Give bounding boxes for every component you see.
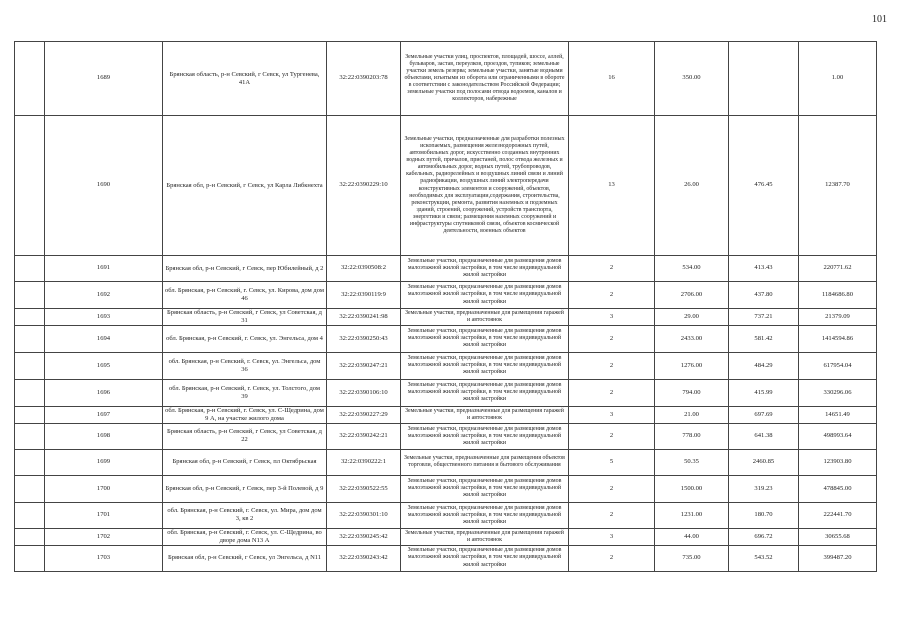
specific-cadastral-value: 484.29 <box>729 352 799 379</box>
plot-address: Брянская область, р-н Севский, г Севск, ул Тургенева, 41А <box>163 42 327 116</box>
plot-area: 350.00 <box>655 42 729 116</box>
use-group: 2 <box>569 475 655 502</box>
table-row <box>15 449 877 475</box>
row-number: 1691 <box>45 256 163 282</box>
specific-cadastral-value: 581.42 <box>729 325 799 352</box>
cadastral-value: 123903.80 <box>799 449 877 475</box>
row-number: 1689 <box>45 42 163 116</box>
cadastral-value: 1414594.86 <box>799 325 877 352</box>
cadastral-value: 30655.68 <box>799 528 877 545</box>
plot-address: Брянская область, р-н Севский, г Севск, ул Советская, д 31 <box>163 309 327 326</box>
table-row <box>15 475 877 502</box>
specific-cadastral-value: 737.21 <box>729 309 799 326</box>
land-use-type: Земельные участки, предназначенные для размещения домов малоэтажной жилой застройки, в том числе индивидуальной жилой застройки <box>401 545 569 571</box>
land-use-type: Земельные участки, предназначенные для размещения домов малоэтажной жилой застройки, в том числе индивидуальной жилой застройки <box>401 502 569 528</box>
land-use-type: Земельные участки улиц, проспектов, площадей, шоссе, аллей, бульваров, застав, переулков, проездов, тупиков; земельные участки земель резерва; земельные участки, занятые водными объектами, изъятыми из оборота или ограниченными в обороте в соответствии с законодательством Российской Федерации; земельные участки под полосами отвода водоемов, каналов и коллекторов, набережные <box>401 42 569 116</box>
use-group: 2 <box>569 545 655 571</box>
cadastral-value: 330296.06 <box>799 379 877 406</box>
specific-cadastral-value <box>729 42 799 116</box>
blank-cell <box>15 116 45 256</box>
plot-area: 794.00 <box>655 379 729 406</box>
plot-address: обл. Брянская, р-н Севский, г. Севск, ул. Кирова, дом дом 46 <box>163 282 327 309</box>
use-group: 2 <box>569 282 655 309</box>
use-group: 16 <box>569 42 655 116</box>
use-group: 2 <box>569 502 655 528</box>
row-number: 1692 <box>45 282 163 309</box>
table-row <box>15 502 877 528</box>
land-use-type: Земельные участки, предназначенные для размещения домов малоэтажной жилой застройки, в том числе индивидуальной жилой застройки <box>401 325 569 352</box>
blank-cell <box>15 545 45 571</box>
plot-address: Брянская обл, р-н Севский, г Севск, пер 3-й Полевой, д 9 <box>163 475 327 502</box>
table-row <box>15 282 877 309</box>
cadastral-value: 478845.00 <box>799 475 877 502</box>
plot-area: 735.00 <box>655 545 729 571</box>
cadastral-number: 32:22:0390229:10 <box>327 116 401 256</box>
cadastral-value: 498993.64 <box>799 423 877 449</box>
cadastral-number: 32:22:0390242:21 <box>327 423 401 449</box>
use-group: 3 <box>569 309 655 326</box>
plot-area: 29.00 <box>655 309 729 326</box>
blank-cell <box>15 475 45 502</box>
plot-area: 50.35 <box>655 449 729 475</box>
specific-cadastral-value: 413.43 <box>729 256 799 282</box>
cadastral-value: 12387.70 <box>799 116 877 256</box>
row-number: 1690 <box>45 116 163 256</box>
use-group: 2 <box>569 352 655 379</box>
specific-cadastral-value: 2460.85 <box>729 449 799 475</box>
table-row <box>15 352 877 379</box>
blank-cell <box>15 282 45 309</box>
cadastral-number: 32:22:0390227:29 <box>327 406 401 423</box>
cadastral-value: 399487.20 <box>799 545 877 571</box>
specific-cadastral-value: 319.23 <box>729 475 799 502</box>
plot-address: обл. Брянская, р-н Севский, г. Севск, ул. Толстого, дом 39 <box>163 379 327 406</box>
cadastral-value: 222441.70 <box>799 502 877 528</box>
use-group: 13 <box>569 116 655 256</box>
plot-address: Брянская обл, р-н Севский, г Севск, пл Октябрьская <box>163 449 327 475</box>
blank-cell <box>15 309 45 326</box>
plot-address: Брянская обл, р-н Севский, г Севск, ул Карла Либкнехта <box>163 116 327 256</box>
use-group: 2 <box>569 256 655 282</box>
land-use-type: Земельные участки, предназначенные для размещения гаражей и автостоянок <box>401 406 569 423</box>
plot-area: 2433.00 <box>655 325 729 352</box>
specific-cadastral-value: 415.99 <box>729 379 799 406</box>
cadastral-number: 32:22:0390241:98 <box>327 309 401 326</box>
cadastral-value: 220771.62 <box>799 256 877 282</box>
row-number: 1699 <box>45 449 163 475</box>
land-use-type: Земельные участки, предназначенные для разработки полезных ископаемых, размещения железнодорожных путей, автомобильных дорог, искусственно созданных внутренних водных путей, причалов, пристаней, полос отвода железных и автомобильных дорог, водных путей, трубопроводов, кабельных, радиорелейных и воздушных линий связи и линий радиофикации, воздушных линий электропередачи конструктивных элементов и сооружений, объектов, необходимых для эксплуатации,содержания, строительства, реконструкции, ремонта, развития наземных и подземных зданий, строений, сооружений, устройств транспорта, энергетики и связи; размещения наземных сооружений и инфраструктуры спутниковой связи, объектов космической деятельности, военных объектов <box>401 116 569 256</box>
row-number: 1697 <box>45 406 163 423</box>
specific-cadastral-value: 543.52 <box>729 545 799 571</box>
blank-cell <box>15 406 45 423</box>
row-number: 1696 <box>45 379 163 406</box>
cadastral-number: 32:22:0390243:42 <box>327 545 401 571</box>
plot-area: 21.00 <box>655 406 729 423</box>
use-group: 5 <box>569 449 655 475</box>
cadastral-value: 1184686.80 <box>799 282 877 309</box>
plot-address: обл. Брянская, р-н Севский, г. Севск, ул. С-Щедрина, дом 9 А, на участке жилого дома <box>163 406 327 423</box>
table-body <box>15 42 877 572</box>
specific-cadastral-value: 476.45 <box>729 116 799 256</box>
table-row <box>15 42 877 116</box>
specific-cadastral-value: 437.80 <box>729 282 799 309</box>
row-number: 1701 <box>45 502 163 528</box>
plot-area: 44.00 <box>655 528 729 545</box>
table-row <box>15 256 877 282</box>
cadastral-value: 1.00 <box>799 42 877 116</box>
row-number: 1698 <box>45 423 163 449</box>
plot-area: 778.00 <box>655 423 729 449</box>
land-use-type: Земельные участки, предназначенные для размещения домов малоэтажной жилой застройки, в том числе индивидуальной жилой застройки <box>401 475 569 502</box>
plot-address: обл. Брянская, р-н Севский, г. Севск, ул. Мира, дом дом 3, кв 2 <box>163 502 327 528</box>
cadastral-number: 32:22:0390301:10 <box>327 502 401 528</box>
cadastral-number: 32:22:0390119:9 <box>327 282 401 309</box>
cadastral-number: 32:22:0390250:43 <box>327 325 401 352</box>
plot-address: Брянская область, р-н Севский, г Севск, ул Советская, д 22 <box>163 423 327 449</box>
table-row <box>15 528 877 545</box>
cadastral-value: 21379.09 <box>799 309 877 326</box>
plot-address: Брянская обл, р-н Севский, г Севск, ул Энгельса, д N11 <box>163 545 327 571</box>
land-use-type: Земельные участки, предназначенные для размещения домов малоэтажной жилой застройки, в том числе индивидуальной жилой застройки <box>401 423 569 449</box>
land-use-type: Земельные участки, предназначенные для размещения домов малоэтажной жилой застройки, в том числе индивидуальной жилой застройки <box>401 256 569 282</box>
blank-cell <box>15 379 45 406</box>
table-row <box>15 325 877 352</box>
cadastral-number: 32:22:0390222:1 <box>327 449 401 475</box>
use-group: 3 <box>569 528 655 545</box>
land-use-type: Земельные участки, предназначенные для размещения объектов торговли, общественного питания и бытового обслуживания <box>401 449 569 475</box>
land-use-type: Земельные участки, предназначенные для размещения гаражей и автостоянок <box>401 528 569 545</box>
blank-cell <box>15 528 45 545</box>
land-use-type: Земельные участки, предназначенные для размещения домов малоэтажной жилой застройки, в том числе индивидуальной жилой застройки <box>401 379 569 406</box>
plot-area: 2706.00 <box>655 282 729 309</box>
land-use-type: Земельные участки, предназначенные для размещения домов малоэтажной жилой застройки, в том числе индивидуальной жилой застройки <box>401 352 569 379</box>
use-group: 2 <box>569 325 655 352</box>
plot-area: 1500.00 <box>655 475 729 502</box>
table-row <box>15 379 877 406</box>
blank-cell <box>15 325 45 352</box>
row-number: 1695 <box>45 352 163 379</box>
table-row <box>15 309 877 326</box>
plot-area: 534.00 <box>655 256 729 282</box>
table-row <box>15 423 877 449</box>
table-row <box>15 406 877 423</box>
specific-cadastral-value: 180.70 <box>729 502 799 528</box>
row-number: 1703 <box>45 545 163 571</box>
specific-cadastral-value: 641.38 <box>729 423 799 449</box>
land-plot-registry-table <box>14 41 877 572</box>
cadastral-number: 32:22:0390203:78 <box>327 42 401 116</box>
land-use-type: Земельные участки, предназначенные для размещения гаражей и автостоянок <box>401 309 569 326</box>
plot-area: 26.00 <box>655 116 729 256</box>
blank-cell <box>15 502 45 528</box>
page-number: 101 <box>872 14 887 25</box>
plot-address: обл. Брянская, р-н Севский, г. Севск, ул. Энгельса, дом 4 <box>163 325 327 352</box>
cadastral-number: 32:22:0390508:2 <box>327 256 401 282</box>
cadastral-value: 617954.04 <box>799 352 877 379</box>
cadastral-number: 32:22:0390247:21 <box>327 352 401 379</box>
plot-area: 1231.00 <box>655 502 729 528</box>
plot-address: обл. Брянская, р-н Севский, г. Севск, ул. С-Щедрина, во дворе дома N13 А <box>163 528 327 545</box>
cadastral-number: 32:22:0390522:55 <box>327 475 401 502</box>
use-group: 2 <box>569 379 655 406</box>
blank-cell <box>15 352 45 379</box>
specific-cadastral-value: 697.69 <box>729 406 799 423</box>
blank-cell <box>15 256 45 282</box>
cadastral-number: 32:22:0390245:42 <box>327 528 401 545</box>
row-number: 1702 <box>45 528 163 545</box>
table-row <box>15 116 877 256</box>
cadastral-number: 32:22:0390106:10 <box>327 379 401 406</box>
cadastral-value: 14651.49 <box>799 406 877 423</box>
plot-area: 1276.00 <box>655 352 729 379</box>
use-group: 2 <box>569 423 655 449</box>
row-number: 1693 <box>45 309 163 326</box>
blank-cell <box>15 42 45 116</box>
land-use-type: Земельные участки, предназначенные для размещения домов малоэтажной жилой застройки, в том числе индивидуальной жилой застройки <box>401 282 569 309</box>
specific-cadastral-value: 696.72 <box>729 528 799 545</box>
row-number: 1700 <box>45 475 163 502</box>
blank-cell <box>15 449 45 475</box>
table-row <box>15 545 877 571</box>
blank-cell <box>15 423 45 449</box>
plot-address: Брянская обл, р-н Севский, г Севск, пер Юбилейный, д 2 <box>163 256 327 282</box>
plot-address: обл. Брянская, р-н Севский, г. Севск, ул. Энгельса, дом 36 <box>163 352 327 379</box>
row-number: 1694 <box>45 325 163 352</box>
use-group: 3 <box>569 406 655 423</box>
